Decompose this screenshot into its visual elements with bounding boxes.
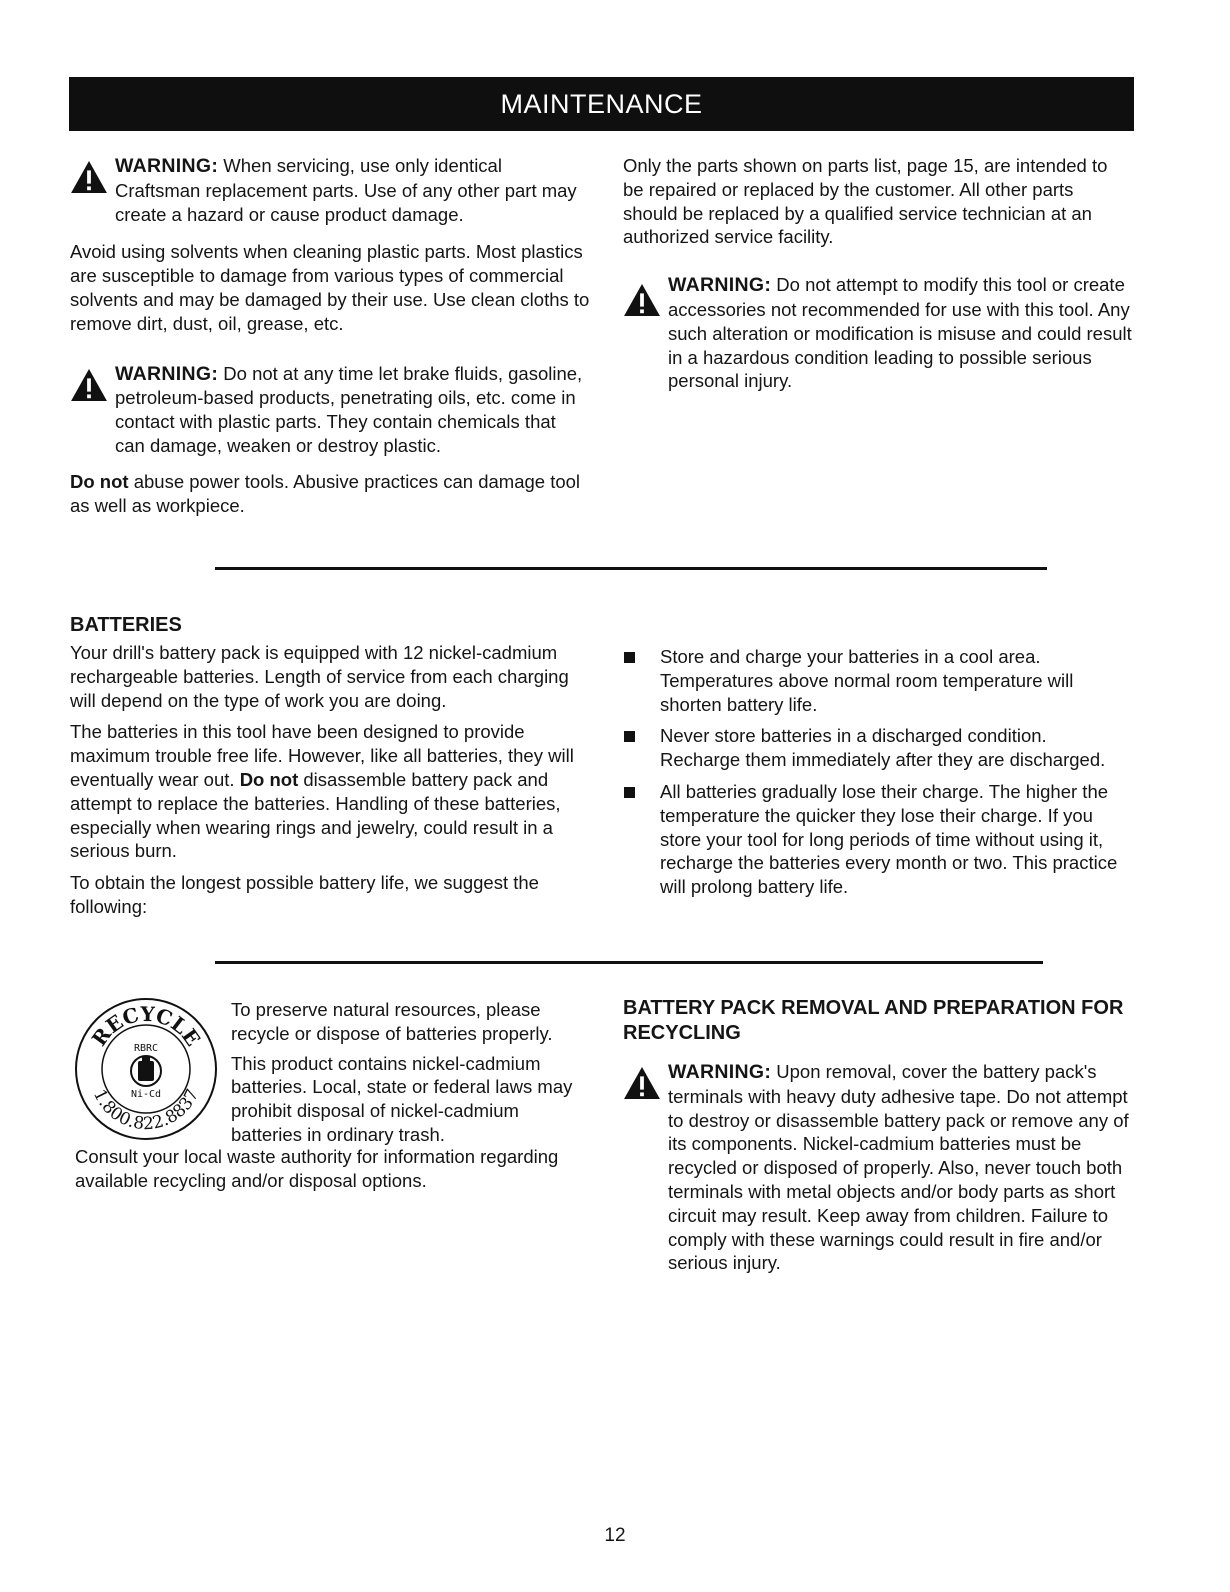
recycle-paragraph-2: This product contains nickel-cadmium batteries. Local, state or federal laws may prohibit disposal of nickel-cadmium batteries in ordinary trash.: [231, 1052, 573, 1145]
abuse-paragraph: [70, 470, 590, 518]
recycle-paragraph-3: Consult your local waste authority for information regarding available recycling and/or disposal options.: [75, 1146, 559, 1191]
warning-modify-tool: [623, 273, 1133, 393]
removal-column: [623, 996, 1133, 1283]
bullet-square-icon: [624, 652, 635, 663]
bullet-square-icon: [624, 731, 635, 742]
batteries-paragraph-3: To obtain the longest possible battery life, we suggest the following:: [70, 872, 539, 917]
warning-replacement-parts: [70, 154, 590, 226]
solvents-paragraph: Avoid using solvents when cleaning plastic parts. Most plastics are susceptible to damage from various types of commercial solvents and may be damaged by their use. Use clean cloths to remove dirt, dust, oil, grease, etc.: [70, 241, 590, 334]
removal-heading: BATTERY PACK REMOVAL AND PREPARATION FOR RECYCLING: [623, 997, 1124, 1044]
seal-phone-text: 1.800.822.8837: [88, 1086, 204, 1135]
warning-label: WARNING:: [115, 155, 219, 177]
abuse-text: abuse power tools. Abusive practices can damage tool as well as workpiece.: [70, 470, 581, 516]
rbrc-recycle-seal-icon: [72, 995, 220, 1143]
warning-label: WARNING:: [668, 274, 772, 297]
battery-tips-list: [620, 645, 1130, 899]
batteries-paragraph-2: [70, 720, 592, 863]
para2-text-b: disassemble battery pack and attempt to replace the batteries. Handling of these batteries, especially when wearing rings and jewelry, could result in a serious burn.: [70, 768, 561, 862]
do-not-bold: Do not: [239, 768, 299, 790]
right-top-column: [623, 154, 1133, 401]
warning-triangle-icon: [623, 283, 661, 317]
warning-label: WARNING:: [668, 1061, 772, 1083]
batteries-right-column: [620, 645, 1130, 907]
para2-text-a: The batteries in this tool have been designed to provide maximum trouble free life. However, like all batteries, they will eventually wear out.: [70, 721, 574, 790]
batteries-heading: BATTERIES: [70, 614, 182, 636]
recycle-text-column: [231, 998, 591, 1147]
left-top-column: [70, 154, 590, 525]
batteries-paragraph-1: Your drill's battery pack is equipped with 12 nickel-cadmium rechargeable batteries. Length of service from each charging will depend on the type of work you are doing.: [70, 642, 569, 711]
list-item: Store and charge your batteries in a cool area. Temperatures above normal room temperature will shorten battery life.: [620, 645, 1130, 716]
list-item: All batteries gradually lose their charge. The higher the temperature the quicker they lose their charge. If you store your tool for long periods of time without using it, recharge the batteries every month or two. This practice will prolong battery life.: [620, 780, 1130, 899]
warning-triangle-icon: [623, 1066, 661, 1100]
warning-text: Do not at any time let brake fluids, gasoline, petroleum-based products, penetrating oils, etc. come in contact with plastic parts. They contain chemicals that can damage, weaken or destroy plastic.: [115, 362, 583, 456]
bullet-square-icon: [624, 787, 635, 798]
warning-triangle-icon: [70, 160, 108, 194]
batteries-left-column: [70, 613, 592, 927]
warning-text: When servicing, use only identical Craftsman replacement parts. Use of any other part may create a hazard or cause product damage.: [115, 155, 577, 225]
seal-top-text: RECYCLE: [86, 1001, 206, 1051]
warning-brake-fluids: [70, 362, 590, 458]
warning-triangle-icon: [70, 368, 108, 402]
section-divider: [215, 567, 1047, 570]
section-divider: [215, 961, 1043, 964]
parts-paragraph: Only the parts shown on parts list, page 15, are intended to be repaired or replaced by the customer. All other parts should be replaced by a qualified service technician at an authorized service facility.: [623, 155, 1108, 248]
seal-rbrc-text: RBRC: [133, 1043, 159, 1054]
do-not-bold: Do not: [70, 470, 129, 492]
warning-text: Upon removal, cover the battery pack's terminals with heavy duty adhesive tape. Do not attempt to destroy or disassemble battery pack or remove any of its components. Nickel-cadmium batteries must be recycled or disposed of properly. Also, never touch both terminals with metal objects and/or body parts as short circuit may result. Keep away from children. Failure to comply with these warnings could result in fire and/or serious injury.: [668, 1061, 1129, 1274]
warning-label: WARNING:: [115, 362, 219, 385]
page-title: MAINTENANCE: [69, 77, 1134, 131]
warning-battery-removal: [623, 1060, 1133, 1275]
recycle-consult-column: [75, 1145, 595, 1201]
list-item: Never store batteries in a discharged condition. Recharge them immediately after they are discharged.: [620, 724, 1130, 772]
seal-nicd-text: Ni-Cd: [130, 1089, 162, 1100]
recycle-paragraph-1: To preserve natural resources, please recycle or dispose of batteries properly.: [231, 999, 553, 1044]
page-number: 12: [604, 1525, 626, 1546]
warning-text: Do not attempt to modify this tool or create accessories not recommended for use with this tool. Any such alteration or modification is misuse and could result in a hazardous condition leading to possible serious personal injury.: [668, 274, 1132, 392]
